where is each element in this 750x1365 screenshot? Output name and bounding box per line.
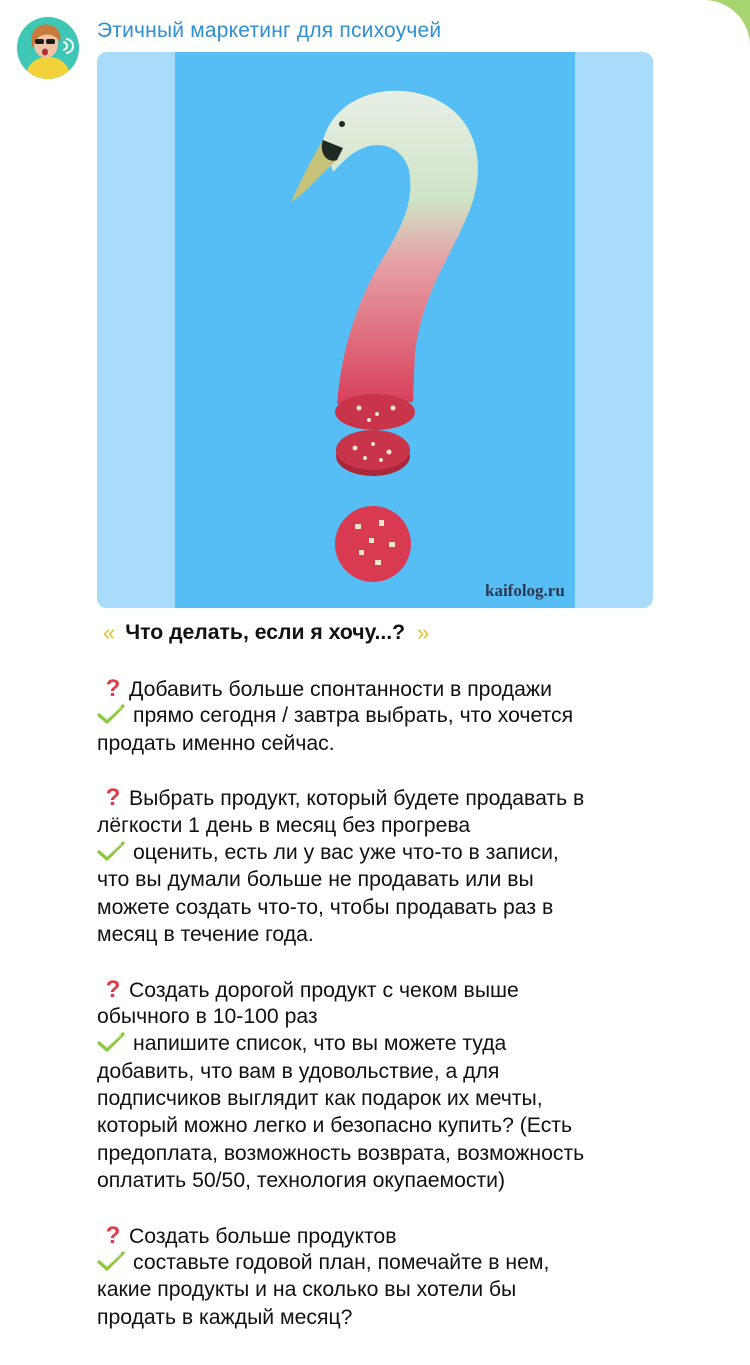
question-text: Выбрать продукт, который будете продавать в [129,787,585,811]
question-line [97,1222,677,1249]
check-mark-icon [97,840,125,862]
answer-line [97,1112,677,1139]
question-line [97,675,677,702]
channel-title[interactable]: Этичный маркетинг для психоучей [97,19,442,42]
question-mark-icon: ? [105,784,121,812]
question-mark-icon: ? [105,1221,121,1249]
answer-text: оценить, есть ли у вас уже что-то в записи, [133,840,559,864]
post-block [97,1222,677,1332]
answer-line [97,1249,677,1276]
answer-text: напишите список, что вы можете туда [133,1032,507,1056]
answer-line [97,839,677,866]
answer-line [97,1140,677,1167]
answer-line [97,1030,677,1057]
question-line [97,1003,677,1030]
question-mark-icon: ? [105,975,121,1003]
post-headline [97,618,677,648]
answer-line [97,702,677,729]
question-text: Создать дорогой продукт с чеком выше [129,978,519,1002]
answer-line [97,894,677,921]
post-blocks [97,675,677,1331]
answer-text: оплатить 50/50, технология окупаемости) [97,1169,506,1193]
check-mark-icon [97,1031,125,1053]
check-mark-icon [97,1250,125,1272]
answer-text: который можно легко и безопасно купить? (Есть [97,1114,573,1138]
answer-text: прямо сегодня / завтра выбрать, что хочется [133,704,574,728]
answer-text: продать именно сейчас. [97,731,335,755]
quote-right-icon: » [417,620,430,646]
answer-line [97,1167,677,1194]
answer-text: добавить, что вам в удовольствие, а для [97,1059,500,1083]
question-line [97,976,677,1003]
question-text: обычного в 10-100 раз [97,1004,318,1028]
question-text: Добавить больше спонтанности в продажи [129,678,552,701]
question-text: Создать больше продуктов [129,1224,397,1248]
answer-text: что вы думали больше не продавать или вы [97,868,534,892]
answer-line [97,730,677,757]
answer-text: месяц в течение года. [97,923,314,947]
answer-line [97,1304,677,1331]
answer-text: можете создать что-то, чтобы продавать раз в [97,895,554,919]
answer-text: составьте годовой план, помечайте в нем, [133,1251,550,1275]
answer-text: подписчиков выглядит как подарок их мечты, [97,1087,543,1111]
question-text: лёгкости 1 день в месяц без прогрева [97,813,471,837]
quote-left-icon: « [103,620,116,646]
answer-line [97,866,677,893]
answer-text: предоплата, возможность возврата, возможность [97,1141,585,1165]
question-line [97,784,677,811]
answer-text: продать в каждый месяц? [97,1305,353,1329]
answer-line [97,1276,677,1303]
answer-text: какие продукты и на сколько вы хотели бы [97,1278,517,1302]
question-mark-icon: ? [105,675,121,702]
channel-avatar[interactable] [17,17,79,79]
headline-text: Что делать, если я хочу...? [125,621,406,645]
answer-line [97,1085,677,1112]
post-block [97,675,677,757]
photo-watermark: kaifolog.ru [485,581,565,600]
answer-line [97,1058,677,1085]
post-photo[interactable] [97,52,653,608]
answer-line [97,921,677,948]
check-mark-icon [97,703,125,725]
post-block [97,784,677,948]
question-line [97,812,677,839]
post-text [97,618,677,1331]
post-block [97,976,677,1195]
